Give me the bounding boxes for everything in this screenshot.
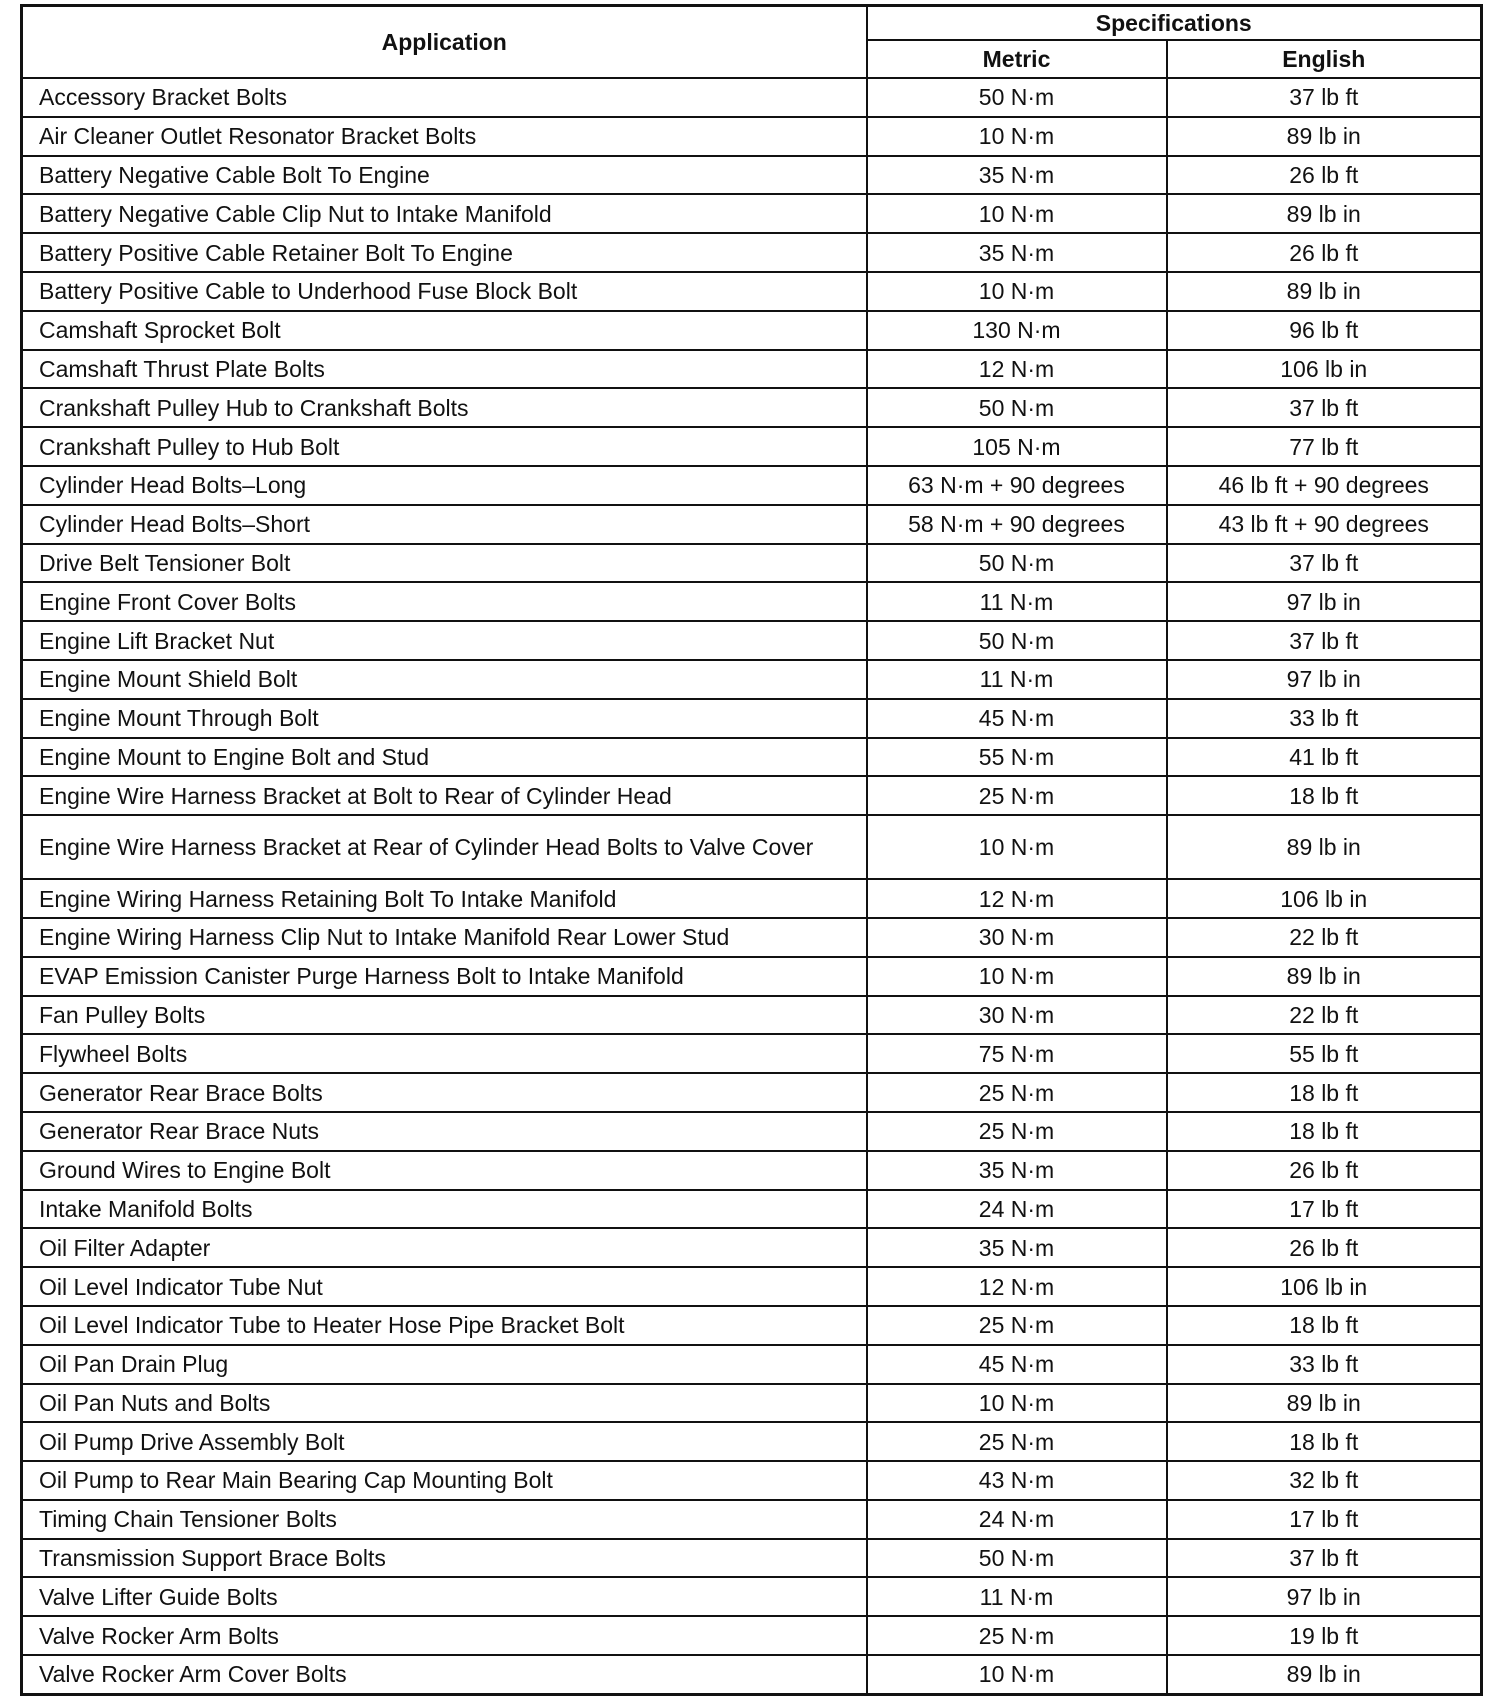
- table-row: [22, 1151, 1482, 1190]
- application-cell: Battery Negative Cable Clip Nut to Intake Manifold: [22, 194, 867, 233]
- application-cell: Engine Wire Harness Bracket at Bolt to Rear of Cylinder Head: [22, 776, 867, 815]
- header-row-top: [22, 6, 1482, 41]
- english-cell: 89 lb in: [1167, 957, 1482, 996]
- english-cell: 18 lb ft: [1167, 776, 1482, 815]
- english-cell: 26 lb ft: [1167, 1228, 1482, 1267]
- metric-cell: 25 N·m: [867, 1616, 1167, 1655]
- application-cell: Camshaft Sprocket Bolt: [22, 311, 867, 350]
- table-row: [22, 156, 1482, 195]
- english-cell: 18 lb ft: [1167, 1112, 1482, 1151]
- table-row: [22, 918, 1482, 957]
- english-cell: 19 lb ft: [1167, 1616, 1482, 1655]
- metric-cell: 12 N·m: [867, 879, 1167, 918]
- application-cell: Engine Wiring Harness Clip Nut to Intake Manifold Rear Lower Stud: [22, 918, 867, 957]
- english-cell: 106 lb in: [1167, 1267, 1482, 1306]
- application-cell: Oil Level Indicator Tube to Heater Hose Pipe Bracket Bolt: [22, 1306, 867, 1345]
- table-row: [22, 1539, 1482, 1578]
- english-cell: 55 lb ft: [1167, 1034, 1482, 1073]
- table-row: [22, 1577, 1482, 1616]
- metric-cell: 24 N·m: [867, 1190, 1167, 1229]
- application-cell: Cylinder Head Bolts–Short: [22, 505, 867, 544]
- metric-cell: 25 N·m: [867, 1073, 1167, 1112]
- metric-cell: 25 N·m: [867, 776, 1167, 815]
- english-cell: 22 lb ft: [1167, 996, 1482, 1035]
- fastener-spec-table: [20, 4, 1483, 1696]
- application-cell: Generator Rear Brace Nuts: [22, 1112, 867, 1151]
- application-cell: Fan Pulley Bolts: [22, 996, 867, 1035]
- english-cell: 26 lb ft: [1167, 1151, 1482, 1190]
- table-row: [22, 957, 1482, 996]
- application-cell: Crankshaft Pulley to Hub Bolt: [22, 427, 867, 466]
- metric-cell: 75 N·m: [867, 1034, 1167, 1073]
- table-row: [22, 505, 1482, 544]
- table-row: [22, 879, 1482, 918]
- english-cell: 89 lb in: [1167, 194, 1482, 233]
- table-row: [22, 815, 1482, 879]
- metric-cell: 130 N·m: [867, 311, 1167, 350]
- application-cell: Timing Chain Tensioner Bolts: [22, 1500, 867, 1539]
- application-cell: EVAP Emission Canister Purge Harness Bolt to Intake Manifold: [22, 957, 867, 996]
- metric-cell: 35 N·m: [867, 1228, 1167, 1267]
- english-cell: 37 lb ft: [1167, 1539, 1482, 1578]
- metric-cell: 10 N·m: [867, 957, 1167, 996]
- table-row: [22, 1306, 1482, 1345]
- english-cell: 33 lb ft: [1167, 699, 1482, 738]
- metric-cell: 50 N·m: [867, 621, 1167, 660]
- metric-cell: 30 N·m: [867, 918, 1167, 957]
- english-cell: 97 lb in: [1167, 660, 1482, 699]
- english-cell: 37 lb ft: [1167, 388, 1482, 427]
- table-row: [22, 427, 1482, 466]
- application-cell: Oil Pan Drain Plug: [22, 1345, 867, 1384]
- table-row: [22, 738, 1482, 777]
- table-row: [22, 1112, 1482, 1151]
- english-cell: 37 lb ft: [1167, 544, 1482, 583]
- english-cell: 89 lb in: [1167, 1655, 1482, 1694]
- metric-cell: 10 N·m: [867, 1655, 1167, 1694]
- english-cell: 46 lb ft + 90 degrees: [1167, 466, 1482, 505]
- application-cell: Oil Pan Nuts and Bolts: [22, 1384, 867, 1423]
- header-specifications: Specifications: [867, 6, 1482, 41]
- metric-cell: 25 N·m: [867, 1112, 1167, 1151]
- english-cell: 18 lb ft: [1167, 1073, 1482, 1112]
- application-cell: Valve Rocker Arm Cover Bolts: [22, 1655, 867, 1694]
- table-row: [22, 1500, 1482, 1539]
- table-row: [22, 1073, 1482, 1112]
- metric-cell: 45 N·m: [867, 1345, 1167, 1384]
- metric-cell: 24 N·m: [867, 1500, 1167, 1539]
- application-cell: Battery Positive Cable to Underhood Fuse Block Bolt: [22, 272, 867, 311]
- application-cell: Engine Mount Through Bolt: [22, 699, 867, 738]
- metric-cell: 10 N·m: [867, 1384, 1167, 1423]
- table-row: [22, 311, 1482, 350]
- metric-cell: 10 N·m: [867, 272, 1167, 311]
- table-header: [22, 6, 1482, 79]
- table-row: [22, 1267, 1482, 1306]
- english-cell: 106 lb in: [1167, 350, 1482, 389]
- application-cell: Engine Mount to Engine Bolt and Stud: [22, 738, 867, 777]
- english-cell: 26 lb ft: [1167, 156, 1482, 195]
- english-cell: 18 lb ft: [1167, 1306, 1482, 1345]
- metric-cell: 105 N·m: [867, 427, 1167, 466]
- metric-cell: 43 N·m: [867, 1461, 1167, 1500]
- application-cell: Engine Front Cover Bolts: [22, 582, 867, 621]
- table-body: [22, 78, 1482, 1694]
- application-cell: Battery Positive Cable Retainer Bolt To Engine: [22, 233, 867, 272]
- header-application: Application: [22, 6, 867, 79]
- application-cell: Engine Mount Shield Bolt: [22, 660, 867, 699]
- table-row: [22, 1655, 1482, 1694]
- table-row: [22, 621, 1482, 660]
- application-cell: Accessory Bracket Bolts: [22, 78, 867, 117]
- english-cell: 17 lb ft: [1167, 1190, 1482, 1229]
- table-row: [22, 233, 1482, 272]
- application-cell: Engine Wiring Harness Retaining Bolt To Intake Manifold: [22, 879, 867, 918]
- table-row: [22, 272, 1482, 311]
- table-row: [22, 582, 1482, 621]
- metric-cell: 35 N·m: [867, 1151, 1167, 1190]
- metric-cell: 10 N·m: [867, 815, 1167, 879]
- application-cell: Oil Pump Drive Assembly Bolt: [22, 1422, 867, 1461]
- table-row: [22, 660, 1482, 699]
- metric-cell: 55 N·m: [867, 738, 1167, 777]
- english-cell: 96 lb ft: [1167, 311, 1482, 350]
- table-row: [22, 1384, 1482, 1423]
- application-cell: Battery Negative Cable Bolt To Engine: [22, 156, 867, 195]
- metric-cell: 50 N·m: [867, 388, 1167, 427]
- metric-cell: 35 N·m: [867, 233, 1167, 272]
- english-cell: 97 lb in: [1167, 582, 1482, 621]
- application-cell: Oil Pump to Rear Main Bearing Cap Mounting Bolt: [22, 1461, 867, 1500]
- table-row: [22, 1034, 1482, 1073]
- english-cell: 89 lb in: [1167, 117, 1482, 156]
- header-metric: Metric: [867, 40, 1167, 78]
- english-cell: 32 lb ft: [1167, 1461, 1482, 1500]
- english-cell: 89 lb in: [1167, 272, 1482, 311]
- table-row: [22, 78, 1482, 117]
- english-cell: 17 lb ft: [1167, 1500, 1482, 1539]
- english-cell: 97 lb in: [1167, 1577, 1482, 1616]
- application-cell: Oil Filter Adapter: [22, 1228, 867, 1267]
- application-cell: Cylinder Head Bolts–Long: [22, 466, 867, 505]
- metric-cell: 35 N·m: [867, 156, 1167, 195]
- table-row: [22, 1461, 1482, 1500]
- table-row: [22, 776, 1482, 815]
- metric-cell: 25 N·m: [867, 1306, 1167, 1345]
- metric-cell: 12 N·m: [867, 350, 1167, 389]
- application-cell: Engine Lift Bracket Nut: [22, 621, 867, 660]
- metric-cell: 11 N·m: [867, 582, 1167, 621]
- application-cell: Ground Wires to Engine Bolt: [22, 1151, 867, 1190]
- table-row: [22, 350, 1482, 389]
- application-cell: Drive Belt Tensioner Bolt: [22, 544, 867, 583]
- application-cell: Oil Level Indicator Tube Nut: [22, 1267, 867, 1306]
- metric-cell: 50 N·m: [867, 1539, 1167, 1578]
- metric-cell: 45 N·m: [867, 699, 1167, 738]
- metric-cell: 11 N·m: [867, 1577, 1167, 1616]
- table-row: [22, 194, 1482, 233]
- application-cell: Crankshaft Pulley Hub to Crankshaft Bolts: [22, 388, 867, 427]
- english-cell: 89 lb in: [1167, 815, 1482, 879]
- header-english: English: [1167, 40, 1482, 78]
- table-row: [22, 699, 1482, 738]
- table-row: [22, 544, 1482, 583]
- table-row: [22, 1228, 1482, 1267]
- table-row: [22, 1616, 1482, 1655]
- application-cell: Engine Wire Harness Bracket at Rear of Cylinder Head Bolts to Valve Cover: [22, 815, 867, 879]
- metric-cell: 10 N·m: [867, 194, 1167, 233]
- english-cell: 77 lb ft: [1167, 427, 1482, 466]
- application-cell: Transmission Support Brace Bolts: [22, 1539, 867, 1578]
- metric-cell: 63 N·m + 90 degrees: [867, 466, 1167, 505]
- table-row: [22, 117, 1482, 156]
- table-row: [22, 1422, 1482, 1461]
- table-row: [22, 388, 1482, 427]
- metric-cell: 11 N·m: [867, 660, 1167, 699]
- metric-cell: 58 N·m + 90 degrees: [867, 505, 1167, 544]
- table-row: [22, 996, 1482, 1035]
- english-cell: 33 lb ft: [1167, 1345, 1482, 1384]
- metric-cell: 10 N·m: [867, 117, 1167, 156]
- application-cell: Valve Lifter Guide Bolts: [22, 1577, 867, 1616]
- english-cell: 106 lb in: [1167, 879, 1482, 918]
- english-cell: 37 lb ft: [1167, 78, 1482, 117]
- english-cell: 41 lb ft: [1167, 738, 1482, 777]
- metric-cell: 25 N·m: [867, 1422, 1167, 1461]
- table-row: [22, 1345, 1482, 1384]
- application-cell: Camshaft Thrust Plate Bolts: [22, 350, 867, 389]
- metric-cell: 50 N·m: [867, 78, 1167, 117]
- english-cell: 26 lb ft: [1167, 233, 1482, 272]
- english-cell: 37 lb ft: [1167, 621, 1482, 660]
- english-cell: 43 lb ft + 90 degrees: [1167, 505, 1482, 544]
- english-cell: 89 lb in: [1167, 1384, 1482, 1423]
- application-cell: Flywheel Bolts: [22, 1034, 867, 1073]
- application-cell: Intake Manifold Bolts: [22, 1190, 867, 1229]
- metric-cell: 50 N·m: [867, 544, 1167, 583]
- application-cell: Air Cleaner Outlet Resonator Bracket Bolts: [22, 117, 867, 156]
- english-cell: 22 lb ft: [1167, 918, 1482, 957]
- table-row: [22, 1190, 1482, 1229]
- metric-cell: 12 N·m: [867, 1267, 1167, 1306]
- application-cell: Generator Rear Brace Bolts: [22, 1073, 867, 1112]
- application-cell: Valve Rocker Arm Bolts: [22, 1616, 867, 1655]
- metric-cell: 30 N·m: [867, 996, 1167, 1035]
- table-row: [22, 466, 1482, 505]
- english-cell: 18 lb ft: [1167, 1422, 1482, 1461]
